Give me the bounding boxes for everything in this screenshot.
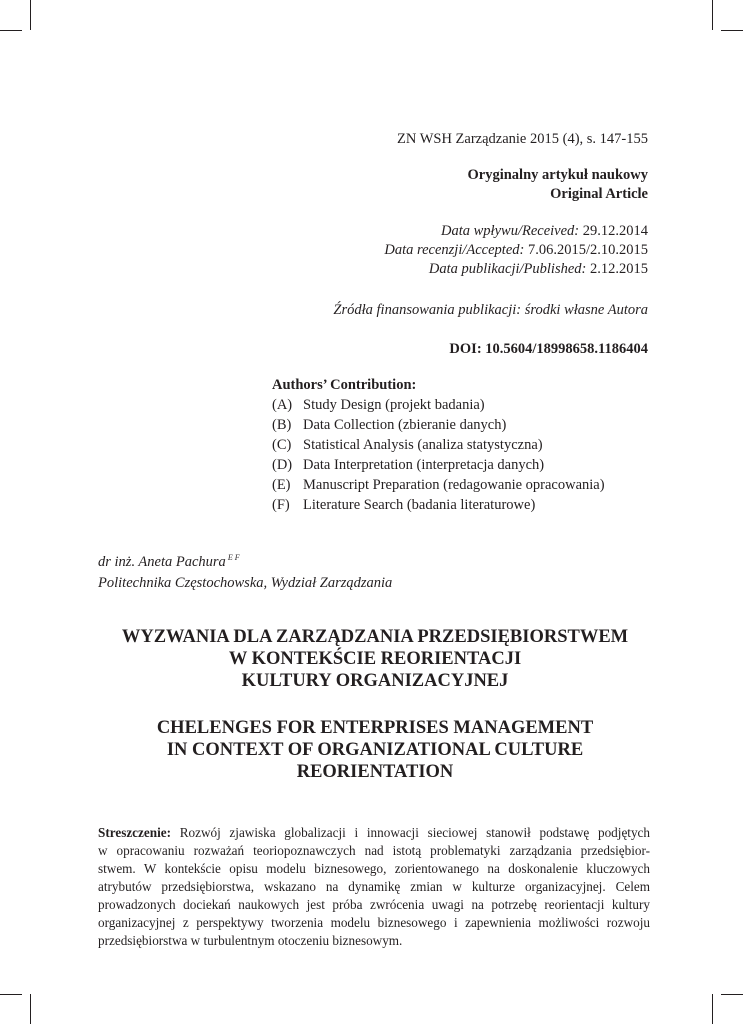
contribution-item: (B) Data Collection (zbieranie danych) [272, 417, 507, 433]
article-type-en: Original Article [550, 186, 648, 202]
crop-mark [721, 30, 743, 31]
contribution-item: (F) Literature Search (badania literaturowe) [272, 497, 536, 513]
abstract-line: organizacyjnej z perspektywy tworzenia modelu biznesowego i zapewnienia możliwości rozwoju [98, 915, 650, 930]
author-contribution-marks: E F [227, 553, 240, 562]
abstract-line: atrybutów przedsiębiorstwa, wskazano na dynamikę zmian w kulturze organizacyjnej. Celem [98, 879, 650, 894]
authors-contribution [272, 375, 605, 515]
dates-block [384, 222, 648, 279]
contribution-item: (A) Study Design (projekt badania) [272, 397, 485, 413]
journal-reference: ZN WSH Zarządzanie 2015 (4), s. 147-155 [397, 131, 648, 147]
contribution-item: (C) Statistical Analysis (analiza statystyczna) [272, 437, 543, 453]
abstract-line: stwem. W kontekście opisu modelu biznesowego, zorientowanego na doskonalenie kluczowych [98, 861, 650, 876]
doi: DOI: 10.5604/18998658.1186404 [449, 341, 648, 357]
contribution-item: (E) Manuscript Preparation (redagowanie opracowania) [272, 477, 605, 493]
article-type [468, 166, 649, 204]
abstract-line: przedsiębiorstwa w turbulentnym otoczeniu biznesowym. [98, 933, 403, 948]
abstract-line: prowadzonych dociekań naukowych jest próba zwrócenia uwagi na potrzebę reorientacji kultury [98, 897, 650, 912]
crop-mark [0, 994, 22, 995]
article-type-pl: Oryginalny artykuł naukowy [467, 167, 648, 183]
author-block [98, 547, 392, 594]
date-received: Data wpływu/Received: 29.12.2014 [441, 223, 648, 239]
crop-mark [712, 994, 713, 1024]
abstract-line: Streszczenie: Rozwój zjawiska globalizacji i innowacji sieciowej stanowił podstawę podjętych [98, 825, 650, 840]
date-published: Data publikacji/Published: 2.12.2015 [428, 261, 648, 277]
crop-mark [30, 0, 31, 30]
author-name: dr inż. Aneta Pachura $^{E F}$ [98, 553, 240, 570]
contribution-item: (D) Data Interpretation (interpretacja danych) [272, 457, 545, 473]
title-polish: WYZWANIA DLA ZARZĄDZANIA PRZEDSIĘBIORSTWEM W KONTEKŚCIE REORIENTACJI KULTURY ORGANIZACYJNEJ [121, 627, 629, 691]
abstract [98, 824, 650, 950]
abstract-line: w opracowaniu rozważań teoriopoznawczych nad istotą problematyki zarządzania przedsiębior- [98, 843, 650, 858]
crop-mark [30, 994, 31, 1024]
title-english: CHELENGES FOR ENTERPRISES MANAGEMENT IN CONTEXT OF ORGANIZATIONAL CULTURE REORIENTATION [156, 718, 594, 782]
crop-mark [721, 994, 743, 995]
author-affiliation: Politechnika Częstochowska, Wydział Zarządzania [98, 575, 393, 591]
crop-mark [0, 30, 22, 31]
date-accepted: Data recenzji/Accepted: 7.06.2015/2.10.2015 [384, 242, 648, 258]
funding-source: Źródła finansowania publikacji: środki własne Autora [333, 302, 648, 318]
crop-mark [712, 0, 713, 30]
abstract-label: Streszczenie: [98, 825, 171, 840]
contribution-heading: Authors’ Contribution: [272, 377, 417, 393]
